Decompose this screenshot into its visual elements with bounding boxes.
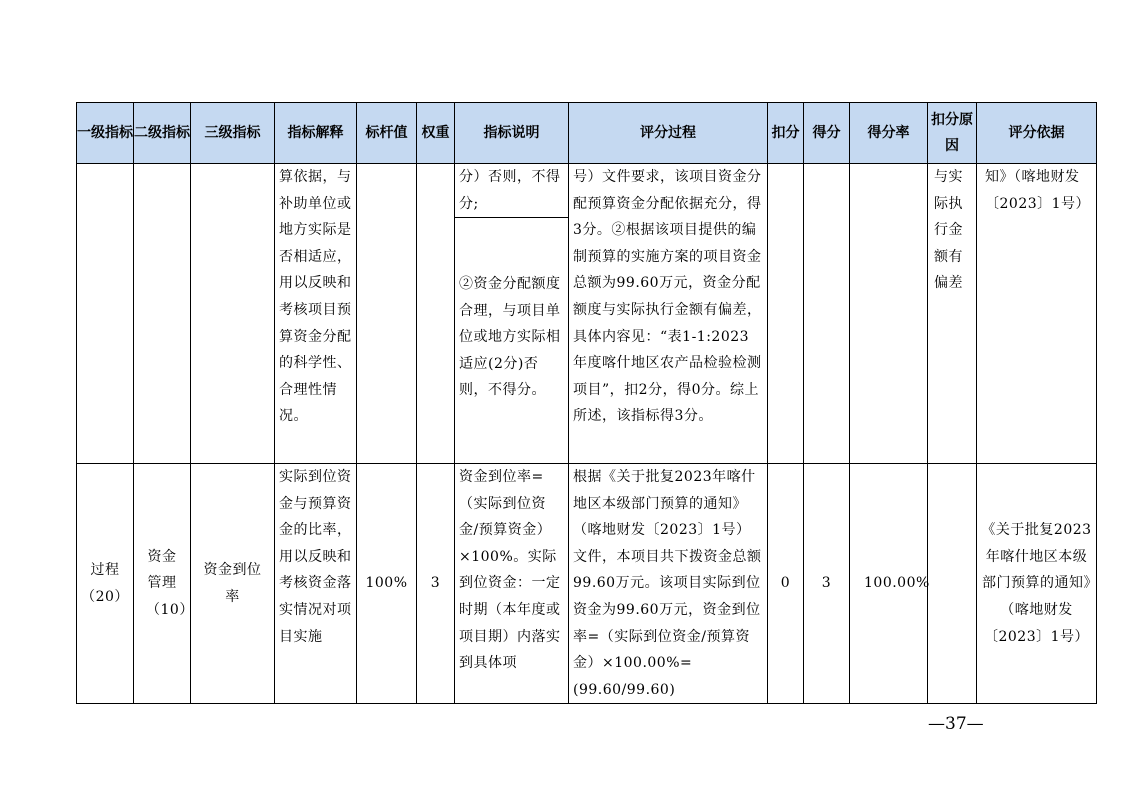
cell-explanation: 算依据，与补助单位或地方实际是否相适应，用以反映和考核项目预算资金分配的科学性、合理性情况。 [275,164,357,464]
header-benchmark: 标杆值 [357,103,417,164]
header-score-rate: 得分率 [850,103,928,164]
cell-level2: 资金管理（10） [134,464,191,704]
cell-deduct-reason: 与实际执行金额有偏差 [928,164,977,464]
cell-level3: 资金到位率 [191,464,275,704]
cell-benchmark-empty [357,164,417,464]
page-number: —37— [928,714,984,734]
header-level1: 一级指标 [77,103,134,164]
cell-level1: 过程（20） [77,464,134,704]
cell-basis: 知》（喀地财发〔2023〕1号） [977,164,1097,464]
cell-description: 分）否则，不得分; ②资金分配额度合理，与项目单位或地方实际相适应(2分)否则，不得分。 [455,164,569,464]
header-process: 评分过程 [569,103,768,164]
table-row [77,464,1097,704]
header-score: 得分 [804,103,850,164]
header-level3: 三级指标 [191,103,275,164]
header-row [77,103,1097,164]
cell-deduct-empty [768,164,804,464]
table-row-continued [77,164,1097,464]
cell-basis: 《关于批复2023年喀什地区本级部门预算的通知》（喀地财发〔2023〕1号） [977,464,1097,704]
header-explanation: 指标解释 [275,103,357,164]
header-basis: 评分依据 [977,103,1097,164]
cell-process: 号）文件要求，该项目资金分配预算资金分配依据充分，得3分。②根据该项目提供的编制预算的实施方案的项目资金总额为99.60万元，资金分配额度与实际执行金额有偏差，具体内容见：“表1-1:2023年度喀什地区农产品检验检测项目”，扣2分，得0分。综上所述，该指标得3分。 [569,164,768,464]
evaluation-table [76,102,1097,704]
cell-deduct: 0 [768,464,804,704]
cell-weight: 3 [417,464,455,704]
cell-level2-empty [134,164,191,464]
header-deduct-reason: 扣分原因 [928,103,977,164]
header-level2: 二级指标 [134,103,191,164]
cell-weight-empty [417,164,455,464]
cell-score-rate-empty [850,164,928,464]
cell-score-rate: 100.00% [850,464,928,704]
cell-explanation: 实际到位资金与预算资金的比率，用以反映和考核资金落实情况对项目实施 [275,464,357,704]
cell-deduct-reason [928,464,977,704]
cell-process: 根据《关于批复2023年喀什地区本级部门预算的通知》（喀地财发〔2023〕1号）文件，本项目共下拨资金总额99.60万元。该项目实际到位资金为99.60万元，资金到位率=（实际到位资金/预算资金）×100.00%=(99.60/99.60) [569,464,768,704]
cell-score: 3 [804,464,850,704]
header-description: 指标说明 [455,103,569,164]
cell-level3-empty [191,164,275,464]
cell-description: 资金到位率=（实际到位资金/预算资金）×100%。实际到位资金：一定时期（本年度或项目期）内落实到具体项 [455,464,569,704]
header-weight: 权重 [417,103,455,164]
cell-benchmark: 100% [357,464,417,704]
cell-level1-empty [77,164,134,464]
cell-score-empty [804,164,850,464]
header-deduct: 扣分 [768,103,804,164]
